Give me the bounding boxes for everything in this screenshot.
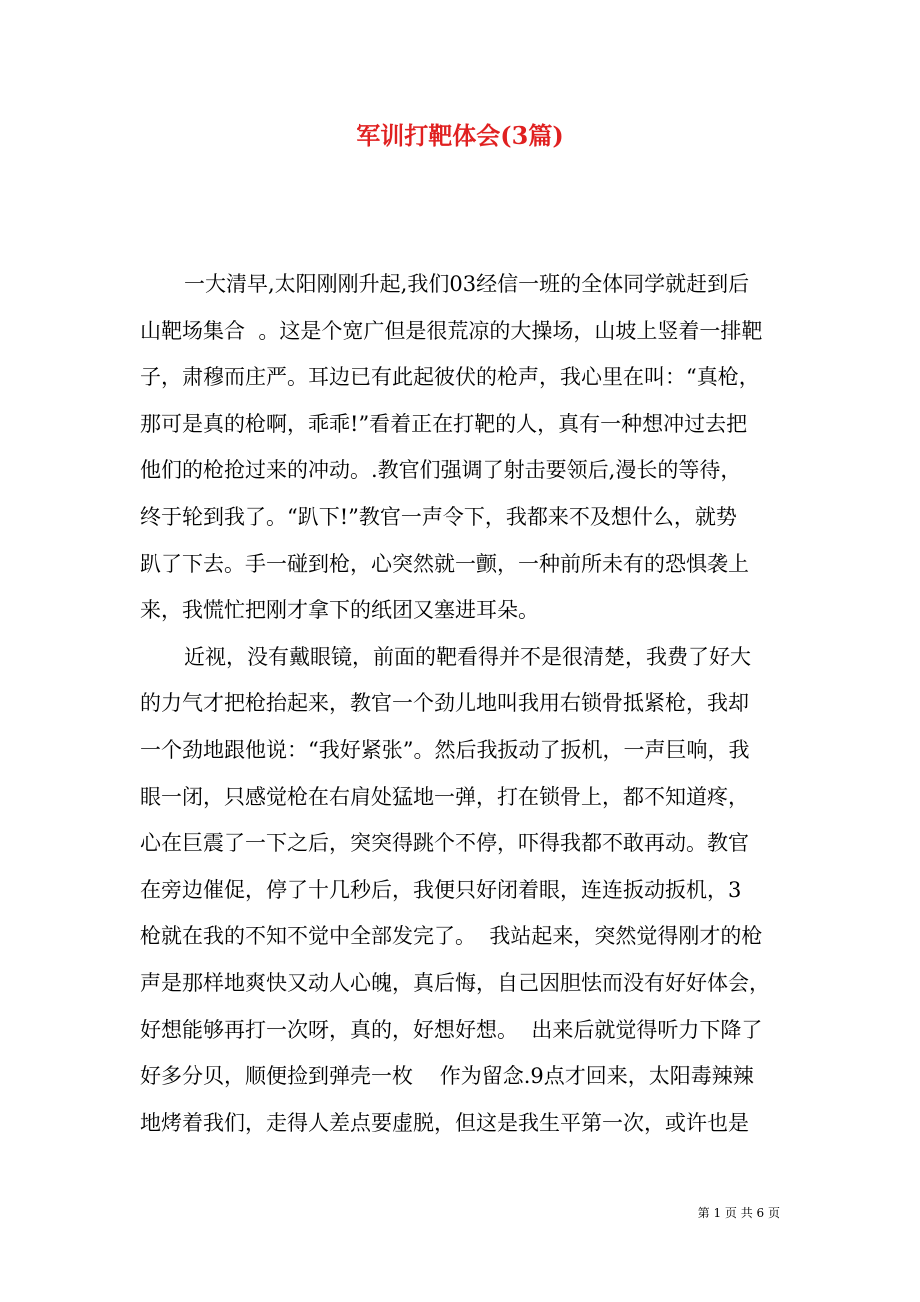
text-line: 终于轮到我了。“趴下!”教官一声令下，我都来不及想什么，就势 <box>140 504 737 529</box>
text-line: 枪就在我的不知不觉中全部发完了。 我站起来，突然觉得刚才的枪 <box>140 924 763 949</box>
page-footer: 第 1 页 共 6 页 <box>697 1206 780 1220</box>
text-line: 声是那样地爽快又动人心魄，真后悔，自己因胆怯而没有好好体会， <box>140 970 770 995</box>
text-line: 一个劲地跟他说：“我好紧张”。然后我扳动了扳机，一声巨响，我 <box>140 737 750 762</box>
text-line: 来，我慌忙把刚才拿下的纸团又塞进耳朵。 <box>140 598 539 623</box>
text-line: 一大清早,太阳刚刚升起,我们03经信一班的全体同学就赶到后 <box>184 272 750 296</box>
text-line: 他们的枪抢过来的冲动。.教官们强调了射击要领后,漫长的等待， <box>140 458 742 483</box>
text-line: 地烤着我们，走得人差点要虚脱，但这是我生平第一次，或许也是 <box>140 1110 749 1135</box>
text-line: 趴了下去。手一碰到枪，心突然就一颤，一种前所未有的恐惧袭上 <box>140 551 749 576</box>
text-line: 山靶场集合 。这是个宽广但是很荒凉的大操场，山坡上竖着一排靶 <box>140 318 763 343</box>
text-line: 的力气才把枪抬起来，教官一个劲儿地叫我用右锁骨抵紧枪，我却 <box>140 691 749 716</box>
text-line: 近视，没有戴眼镜，前面的靶看得并不是很清楚，我费了好大 <box>184 644 751 669</box>
document-body <box>140 261 790 1146</box>
text-line: 好多分贝，顺便捡到弹壳一枚 作为留念.9点才回来，太阳毒辣辣 <box>140 1064 754 1089</box>
text-line: 眼一闭，只感觉枪在右肩处猛地一弹，打在锁骨上，都不知道疼， <box>140 784 749 809</box>
text-line: 好想能够再打一次呀，真的，好想好想。 出来后就觉得听力下降了 <box>140 1017 763 1042</box>
text-line: 子，肃穆而庄严。耳边已有此起彼伏的枪声，我心里在叫：“真枪， <box>140 365 760 390</box>
document-title: 军训打靶体会(3篇) <box>356 121 564 150</box>
text-line: 那可是真的枪啊，乖乖!”看着正在打靶的人，真有一种想冲过去把 <box>140 411 748 436</box>
text-line: 心在巨震了一下之后，突突得跳个不停，吓得我都不敢再动。教官 <box>140 831 749 856</box>
text-line: 在旁边催促，停了十几秒后，我便只好闭着眼，连连扳动扳机，3 <box>140 877 742 902</box>
